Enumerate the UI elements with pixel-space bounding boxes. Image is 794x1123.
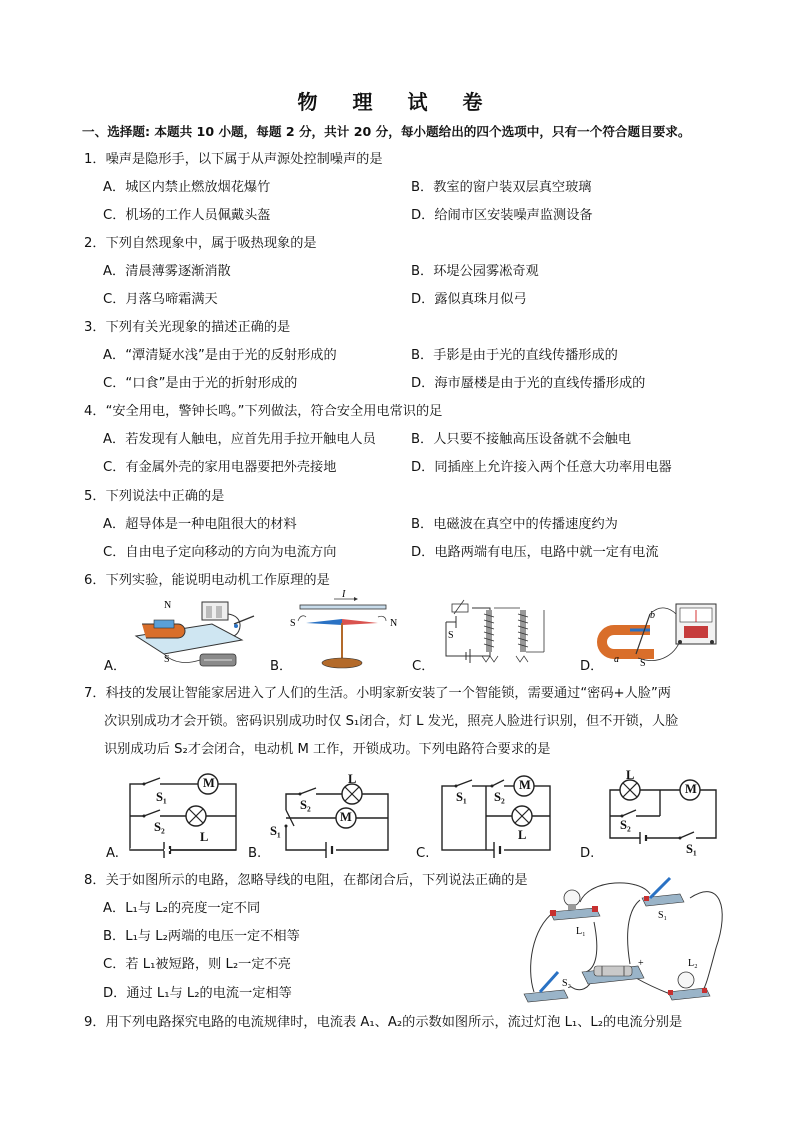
q7a-lamp-label: L (200, 830, 209, 844)
q7d-lamp-label: L (626, 768, 635, 782)
q8-option-d[interactable]: D．通过 L₁与 L₂的电流一定相等 (103, 986, 292, 1001)
q3-option-c[interactable]: C．“口食”是由于光的折射形成的 (103, 376, 298, 391)
q5-stem: 5．下列说法中正确的是 (84, 489, 225, 504)
q7c-motor-label: M (519, 778, 531, 792)
q4-option-a[interactable]: A．若发现有人触电，应首先用手拉开触电人员 (103, 432, 376, 447)
q7-circuit-a (104, 776, 244, 866)
q6-figure-a (124, 596, 274, 680)
q6-option-a[interactable]: A． (104, 659, 127, 674)
q6-option-b[interactable]: B． (270, 659, 293, 674)
q5-option-c[interactable]: C．自由电子定向移动的方向为电流方向 (103, 545, 337, 560)
q3-option-d[interactable]: D．海市蜃楼是由于光的直线传播形成的 (411, 376, 646, 391)
q3-stem: 3．下列有关光现象的描述正确的是 (84, 320, 291, 335)
q7-circuit-c (434, 776, 564, 866)
q4-option-d[interactable]: D．同插座上允许接入两个任意大功率用电器 (411, 460, 672, 475)
q2-option-c[interactable]: C．月落乌啼霜满天 (103, 292, 218, 307)
q7a-s1-label: S₁ (156, 790, 167, 804)
q4-option-c[interactable]: C．有金属外壳的家用电器要把外壳接地 (103, 460, 337, 475)
q6-figure-c (432, 596, 562, 674)
q7-line3: 识别成功后 S₂才会闭合，电动机 M 工作，开锁成功。下列电路符合要求的是 (104, 742, 551, 757)
q6d-b-label: b (650, 610, 655, 621)
q7-circuit-b (266, 772, 396, 866)
q6d-s-label: S (640, 658, 646, 669)
q7-option-b[interactable]: B. (248, 846, 262, 861)
q2-option-a[interactable]: A．清晨薄雾逐渐消散 (103, 264, 231, 279)
q3-option-a[interactable]: A．“潭清疑水浅”是由于光的反射形成的 (103, 348, 337, 363)
q8-s2-label: S₂ (562, 978, 572, 989)
q3-option-b[interactable]: B．手影是由于光的直线传播形成的 (411, 348, 618, 363)
q2-stem: 2．下列自然现象中，属于吸热现象的是 (84, 236, 317, 251)
q5-option-a[interactable]: A．超导体是一种电阻很大的材料 (103, 517, 297, 532)
q1-option-c[interactable]: C．机场的工作人员佩戴头盔 (103, 208, 271, 223)
q1-stem: 1．噪声是隐形手，以下属于从声源处控制噪声的是 (84, 152, 383, 167)
q7-line1: 7．科技的发展让智能家居进入了人们的生活。小明家新安装了一个智能锁，需要通过“密码+人脸”两 (84, 686, 671, 701)
q7-option-d[interactable]: D. (580, 846, 595, 861)
q7a-motor-label: M (203, 776, 215, 790)
q4-option-b[interactable]: B．人只要不接触高压设备就不会触电 (411, 432, 632, 447)
q7b-s2-label: S₂ (300, 798, 311, 812)
q7c-lamp-label: L (518, 828, 527, 842)
q6-stem: 6．下列实验，能说明电动机工作原理的是 (84, 573, 330, 588)
q7-circuit-d (600, 768, 730, 866)
q8-option-b[interactable]: B．L₁与 L₂两端的电压一定不相等 (103, 929, 300, 944)
q7d-s1-label: S₁ (686, 842, 697, 856)
q8-circuit-photo (520, 868, 720, 1012)
q7-line2: 次识别成功才会开锁。密码识别成功时仅 S₁闭合，灯 L 发光，照亮人脸进行识别，但不开锁，人脸 (104, 714, 679, 729)
q8-l1-label: L₁ (576, 926, 586, 937)
q6-figure-b (286, 589, 406, 677)
q7b-s1-label: S₁ (270, 824, 281, 838)
q9-stem: 9．用下列电路探究电路的电流规律时，电流表 A₁、A₂的示数如图所示，流过灯泡 L₁、L₂的电流分别是 (84, 1015, 683, 1030)
q7b-motor-label: M (340, 810, 352, 824)
q6b-n-label: N (390, 618, 398, 629)
q6c-s-label: S (448, 630, 454, 641)
q7-option-c[interactable]: C. (416, 846, 430, 861)
q2-option-d[interactable]: D．露似真珠月似弓 (411, 292, 527, 307)
q1-option-d[interactable]: D．给闹市区安装噪声监测设备 (411, 208, 593, 223)
q6b-current-label: I (342, 589, 346, 600)
q8-option-a[interactable]: A．L₁与 L₂的亮度一定不同 (103, 901, 261, 916)
q4-stem: 4．“安全用电，警钟长鸣。”下列做法，符合安全用电常识的足 (84, 404, 443, 419)
q8-l2-label: L₂ (688, 958, 698, 969)
q7c-s2-label: S₂ (494, 790, 505, 804)
q7b-lamp-label: L (348, 772, 357, 786)
q6a-s-label: S (164, 654, 170, 665)
svg-text:+: + (638, 958, 644, 969)
q1-option-a[interactable]: A．城区内禁止燃放烟花爆竹 (103, 180, 271, 195)
q7d-s2-label: S₂ (620, 818, 631, 832)
q7-option-a[interactable]: A. (106, 846, 119, 861)
q1-option-b[interactable]: B．教室的窗户装双层真空玻璃 (411, 180, 592, 195)
q7c-s1-label: S₁ (456, 790, 467, 804)
q6-option-c[interactable]: C． (412, 659, 435, 674)
section-heading: 一、选择题: 本题共 10 小题，每题 2 分，共计 20 分，每小题给出的四个选项中，只有一个符合题目要求。 (82, 124, 691, 139)
q6-option-d[interactable]: D． (580, 659, 604, 674)
q6-figure-d (600, 594, 740, 676)
q6a-n-label: N (164, 600, 172, 611)
q2-option-b[interactable]: B．环堤公园雾凇奇观 (411, 264, 539, 279)
q7a-s2-label: S₂ (154, 820, 165, 834)
q5-option-d[interactable]: D．电路两端有电压，电路中就一定有电流 (411, 545, 659, 560)
q5-option-b[interactable]: B．电磁波在真空中的传播速度约为 (411, 517, 618, 532)
q8-stem: 8．关于如图所示的电路，忽略导线的电阻，在都闭合后，下列说法正确的是 (84, 873, 528, 888)
q8-option-c[interactable]: C．若 L₁被短路，则 L₂一定不亮 (103, 957, 291, 972)
q6d-a-label: a (614, 654, 619, 665)
q7d-motor-label: M (685, 782, 697, 796)
q8-s1-label: S₁ (658, 910, 668, 921)
paper-title: 物 理 试 卷 (297, 90, 497, 114)
q6b-s-label: S (290, 618, 296, 629)
